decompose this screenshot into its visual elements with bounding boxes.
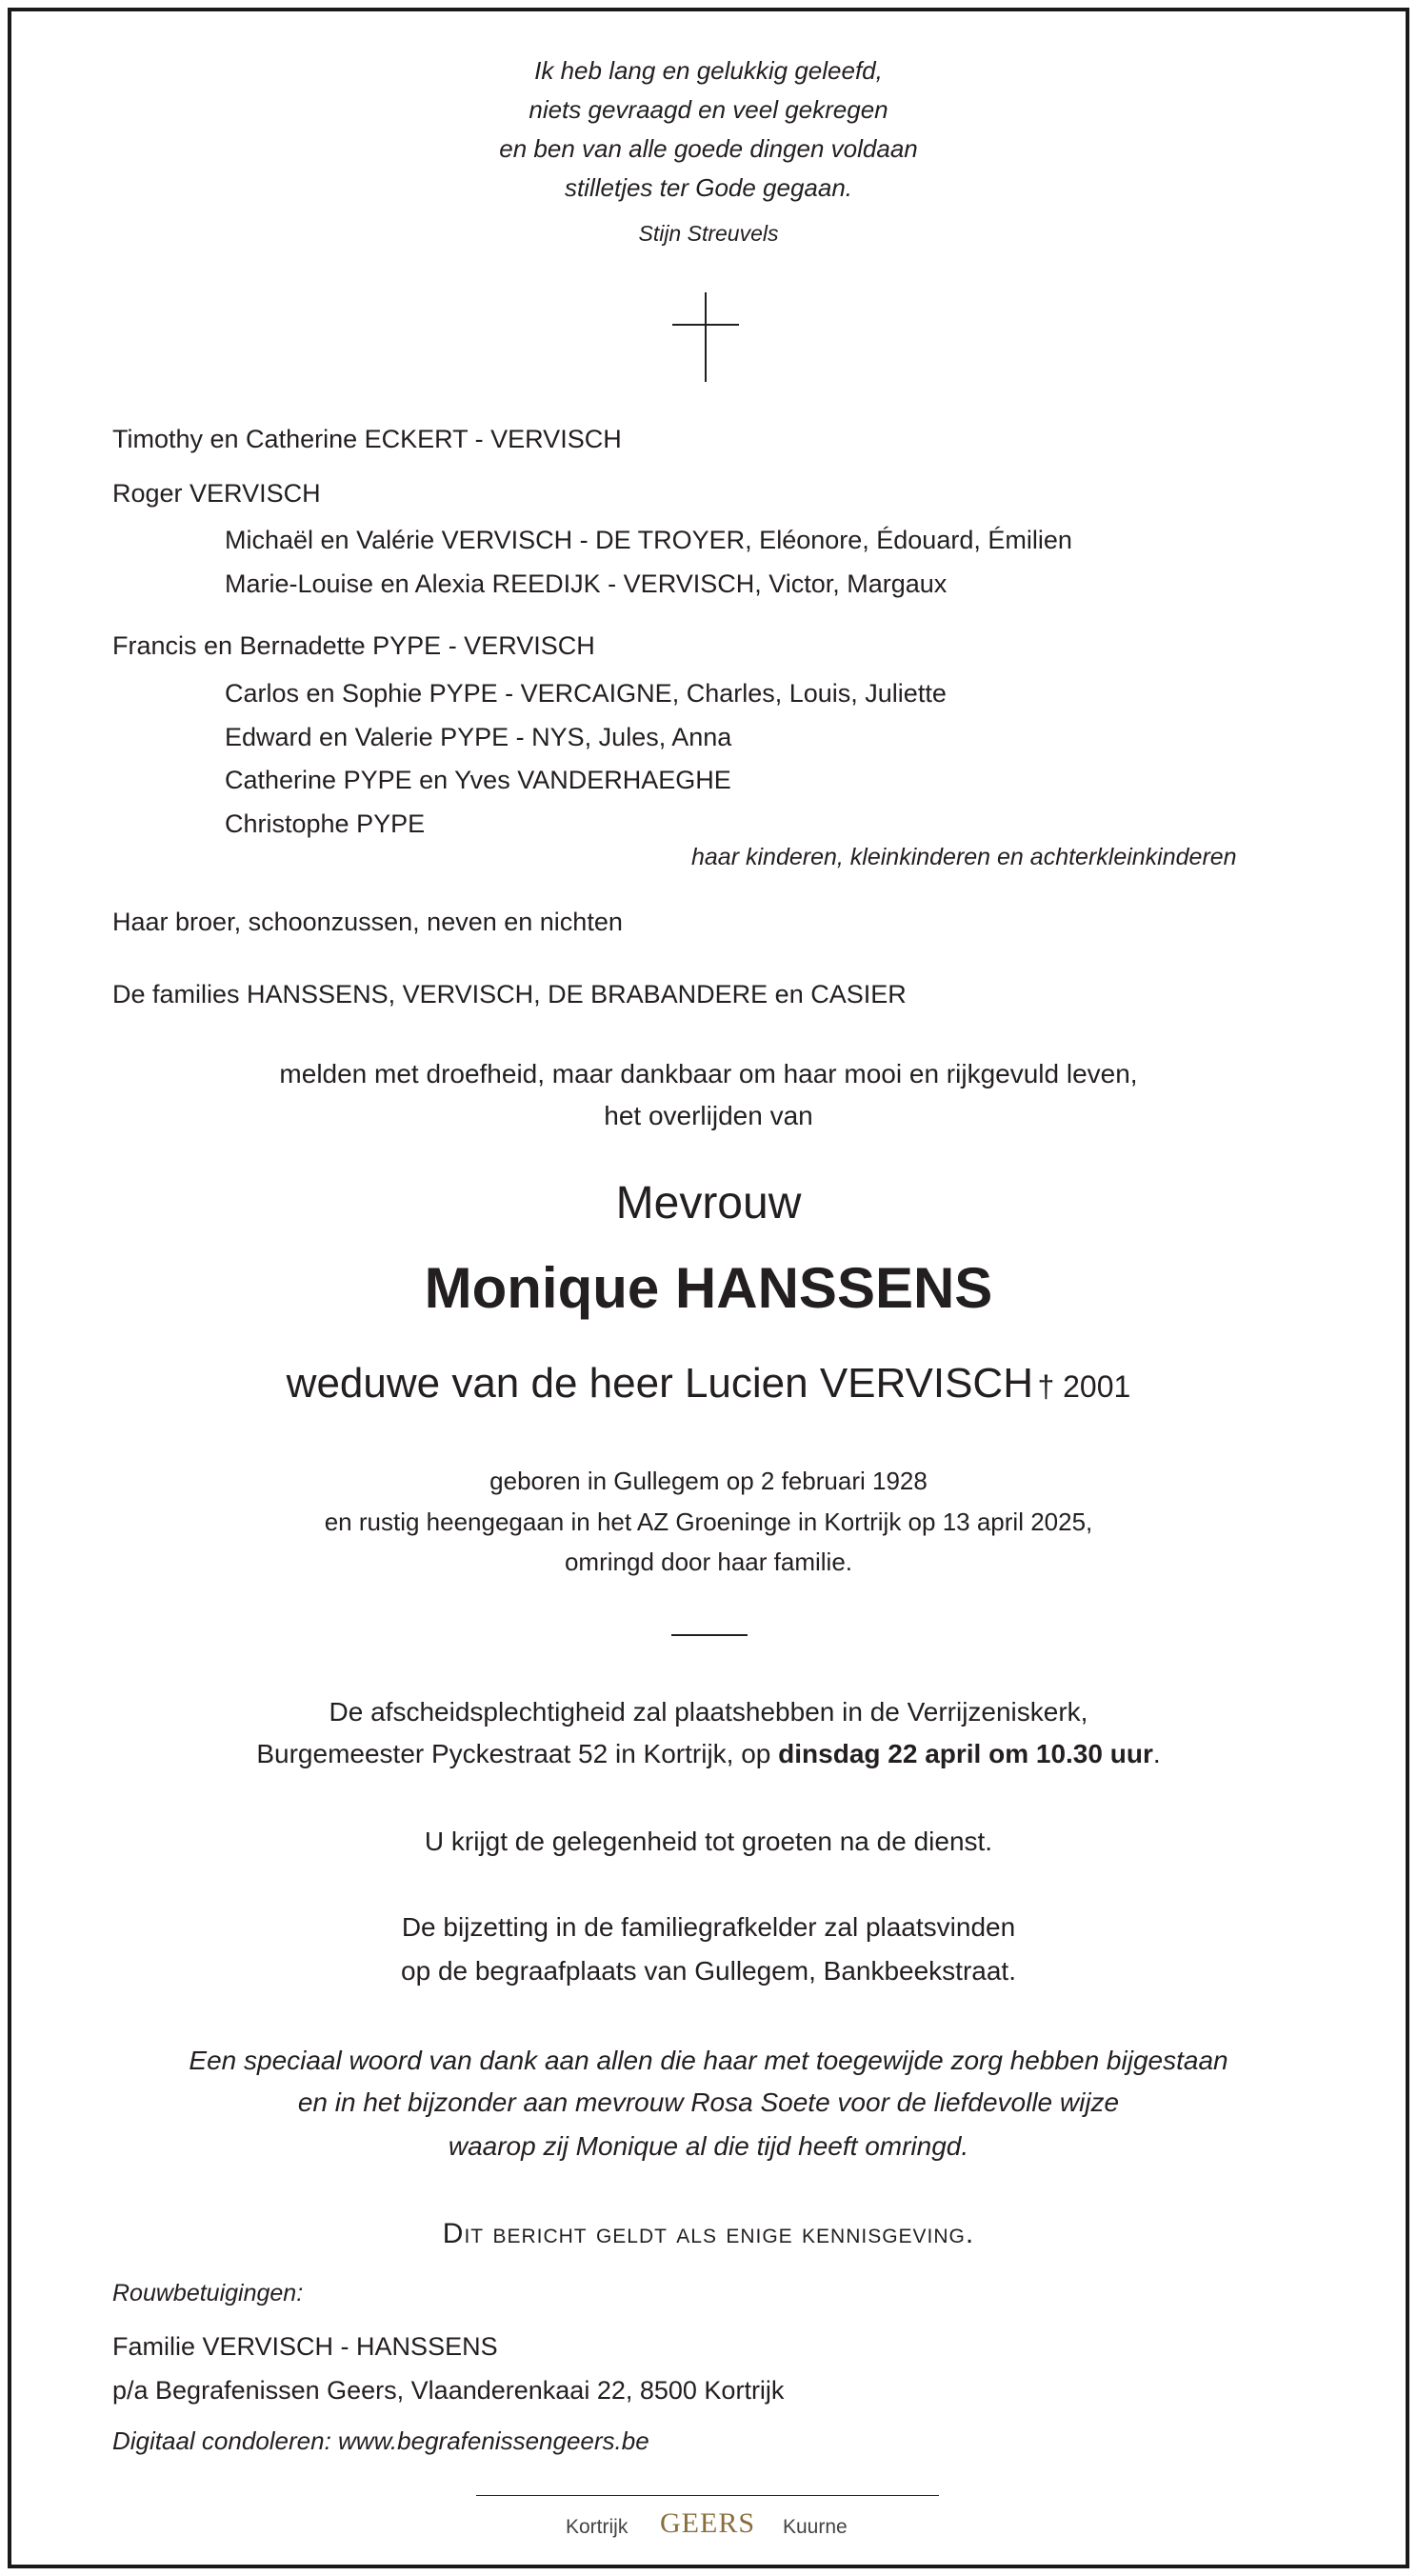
greeting-line: U krijgt de gelegenheid tot groeten na de dienst. [424, 1827, 993, 1856]
siblings-line: Haar broer, schoonzussen, neven en nichten [112, 908, 623, 936]
announcement-line: melden met droefheid, maar dankbaar om haar mooi en rijkgevuld leven, [279, 1059, 1138, 1088]
quote-line: Ik heb lang en gelukkig geleefd, [534, 56, 883, 85]
family-line: Timothy en Catherine ECKERT - VERVISCH [112, 425, 622, 453]
footer-rule [476, 2495, 939, 2496]
footer-right: Kuurne [783, 2516, 848, 2538]
condolences-recipient: Familie VERVISCH - HANSSENS [112, 2332, 498, 2361]
children-note: haar kinderen, kleinkinderen en achterkleinkinderen [691, 844, 1237, 870]
condolences-address: p/a Begrafenissen Geers, Vlaanderenkaai 22, 8500 Kortrijk [112, 2376, 785, 2405]
family-child-line: Carlos en Sophie PYPE - VERCAIGNE, Charles, Louis, Juliette [225, 679, 947, 708]
divider [671, 1634, 748, 1636]
quote-line: en ben van alle goede dingen voldaan [499, 134, 918, 163]
deceased-name: Monique HANSSENS [424, 1256, 993, 1320]
thanks-line: waarop zij Monique al die tijd heeft omringd. [448, 2131, 969, 2161]
family-child-line: Marie-Louise en Alexia REEDIJK - VERVISCH, Victor, Margaux [225, 569, 948, 598]
deceased-title: Mevrouw [615, 1178, 802, 1228]
family-child-line: Christophe PYPE [225, 809, 426, 838]
ceremony-date: dinsdag 22 april om 10.30 uur [778, 1739, 1153, 1768]
widow-of: weduwe van de heer Lucien VERVISCH [286, 1360, 1033, 1407]
condolences-online: Digitaal condoleren: www.begrafenissengeers.be [112, 2426, 649, 2455]
quote-author: Stijn Streuvels [638, 221, 779, 246]
ceremony-period: . [1152, 1739, 1161, 1768]
announcement-line: het overlijden van [604, 1101, 813, 1130]
quote [0, 51, 1417, 208]
burial-line: op de begraafplaats van Gullegem, Bankbeekstraat. [401, 1956, 1016, 1986]
family-child-line: Michaël en Valérie VERVISCH - DE TROYER, Eléonore, Édouard, Émilien [225, 526, 1072, 554]
cross-icon [670, 290, 741, 384]
ceremony-place: Burgemeester Pyckestraat 52 in Kortrijk, op [256, 1739, 779, 1768]
family-line: Francis en Bernadette PYPE - VERVISCH [112, 631, 595, 660]
widow-line [0, 1360, 1417, 1408]
footer-brand-logo: GEERS [660, 2507, 756, 2539]
family-child-line: Catherine PYPE en Yves VANDERHAEGHE [225, 766, 731, 794]
surrounded-line: omringd door haar familie. [564, 1548, 853, 1576]
thanks-line: en in het bijzonder aan mevrouw Rosa Soete voor de liefdevolle wijze [297, 2087, 1120, 2117]
footer-left: Kortrijk [566, 2516, 629, 2538]
ceremony-line [0, 1739, 1417, 1769]
family-line: Roger VERVISCH [112, 479, 321, 508]
ceremony-line: De afscheidsplechtigheid zal plaatshebben in de Verrijzeniskerk, [329, 1697, 1088, 1727]
condolences-label: Rouwbetuigingen: [112, 2280, 304, 2306]
burial-line: De bijzetting in de familiegrafkelder zal plaatsvinden [401, 1912, 1016, 1942]
families-line: De families HANSSENS, VERVISCH, DE BRABANDERE en CASIER [112, 980, 907, 1008]
quote-line: stilletjes ter Gode gegaan. [564, 173, 853, 202]
died-line: en rustig heengegaan in het AZ Groeninge in Kortrijk op 13 april 2025, [324, 1508, 1093, 1536]
family-child-line: Edward en Valerie PYPE - NYS, Jules, Anna [225, 723, 732, 751]
quote-line: niets gevraagd en veel gekregen [529, 95, 888, 124]
born-line: geboren in Gullegem op 2 februari 1928 [489, 1467, 928, 1495]
thanks-line: Een speciaal woord van dank aan allen die haar met toegewijde zorg hebben bijgestaan [189, 2046, 1228, 2075]
widow-death-year: † 2001 [1037, 1369, 1131, 1404]
notice: Dit bericht geldt als enige kennisgeving. [442, 2218, 975, 2249]
